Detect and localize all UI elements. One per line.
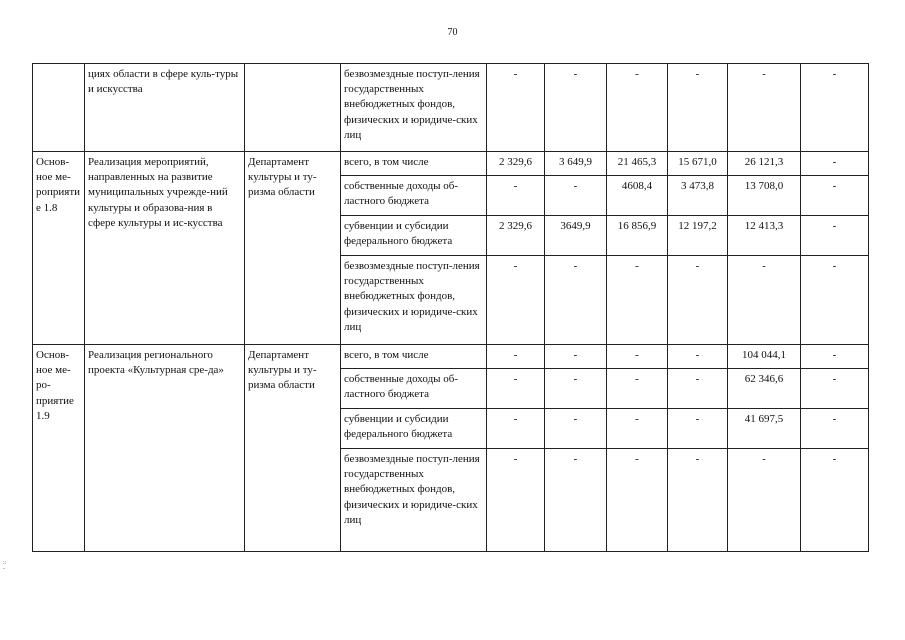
value-cell: - (668, 256, 728, 345)
value-cell: 26 121,3 (728, 152, 801, 176)
activity-name-cell: Реализация мероприятий, направленных на развитие муниципальных учрежде-ний культуры и образова-ния в сфере культуры и ис-кусства (85, 152, 245, 345)
value-cell: - (545, 176, 607, 216)
activity-name-cell: Реализация регионального проекта «Культурная сре-да» (85, 345, 245, 552)
value-cell: - (487, 449, 545, 552)
value-cell: - (801, 449, 869, 552)
page-number: 70 (447, 27, 458, 38)
value-cell: - (801, 256, 869, 345)
value-cell: 13 708,0 (728, 176, 801, 216)
value-cell: - (668, 369, 728, 409)
value-cell: - (801, 176, 869, 216)
value-cell: - (668, 409, 728, 449)
value-cell: 21 465,3 (607, 152, 668, 176)
value-cell: - (801, 64, 869, 152)
value-cell: 15 671,0 (668, 152, 728, 176)
value-cell: - (487, 409, 545, 449)
value-cell: - (545, 64, 607, 152)
code-cell (33, 64, 85, 152)
value-cell: - (545, 409, 607, 449)
source-cell: собственные доходы об-ластного бюджета (341, 176, 487, 216)
value-cell: - (545, 449, 607, 552)
value-cell: 3 649,9 (545, 152, 607, 176)
value-cell: - (545, 369, 607, 409)
value-cell: - (801, 216, 869, 256)
source-cell: всего, в том числе (341, 345, 487, 369)
value-cell: - (607, 449, 668, 552)
value-cell: - (801, 345, 869, 369)
activity-code-cell: Основ-ное ме-роприятие 1.8 (33, 152, 85, 345)
value-cell: - (668, 64, 728, 152)
value-cell: - (668, 345, 728, 369)
value-cell: - (728, 64, 801, 152)
value-cell: 2 329,6 (487, 152, 545, 176)
value-cell: - (607, 256, 668, 345)
value-cell: - (607, 409, 668, 449)
responsible-cell: Департамент культуры и ту-ризма области (245, 152, 341, 345)
margin-scan-marks: :: - (3, 560, 7, 572)
value-cell: 2 329,6 (487, 216, 545, 256)
value-cell: - (728, 449, 801, 552)
value-cell: 41 697,5 (728, 409, 801, 449)
value-cell: - (487, 345, 545, 369)
value-cell: - (545, 256, 607, 345)
value-cell: - (801, 409, 869, 449)
value-cell: 4608,4 (607, 176, 668, 216)
table-row-activity-1-9-total (33, 345, 869, 369)
value-cell: - (545, 345, 607, 369)
value-cell: - (607, 64, 668, 152)
budget-table-body (33, 64, 869, 552)
value-cell: - (487, 369, 545, 409)
value-cell: 3 473,8 (668, 176, 728, 216)
source-cell: безвозмездные поступ-ления государственных внебюджетных фондов, физических и юридиче-ских лиц (341, 64, 487, 152)
activity-code-cell: Основ-ное ме-ро-приятие 1.9 (33, 345, 85, 552)
value-cell: - (607, 345, 668, 369)
table-row-continuation (33, 64, 869, 152)
value-cell: - (487, 256, 545, 345)
value-cell: 62 346,6 (728, 369, 801, 409)
responsible-cell (245, 64, 341, 152)
value-cell: - (487, 176, 545, 216)
value-cell: 16 856,9 (607, 216, 668, 256)
source-cell: субвенции и субсидии федерального бюджета (341, 409, 487, 449)
source-cell: всего, в том числе (341, 152, 487, 176)
value-cell: - (668, 449, 728, 552)
value-cell: - (487, 64, 545, 152)
responsible-cell: Департамент культуры и ту-ризма области (245, 345, 341, 552)
source-cell: собственные доходы об-ластного бюджета (341, 369, 487, 409)
value-cell: 12 197,2 (668, 216, 728, 256)
source-cell: безвозмездные поступ-ления государственных внебюджетных фондов, физических и юридиче-ских лиц (341, 256, 487, 345)
source-cell: безвозмездные поступ-ления государственных внебюджетных фондов, физических и юридиче-ских лиц (341, 449, 487, 552)
value-cell: - (801, 152, 869, 176)
value-cell: 104 044,1 (728, 345, 801, 369)
table-row-activity-1-8-total (33, 152, 869, 176)
value-cell: - (607, 369, 668, 409)
name-cell: циях области в сфере куль-туры и искусства (85, 64, 245, 152)
value-cell: - (801, 369, 869, 409)
source-cell: субвенции и субсидии федерального бюджета (341, 216, 487, 256)
value-cell: 12 413,3 (728, 216, 801, 256)
value-cell: 3649,9 (545, 216, 607, 256)
value-cell: - (728, 256, 801, 345)
budget-table (32, 63, 869, 552)
